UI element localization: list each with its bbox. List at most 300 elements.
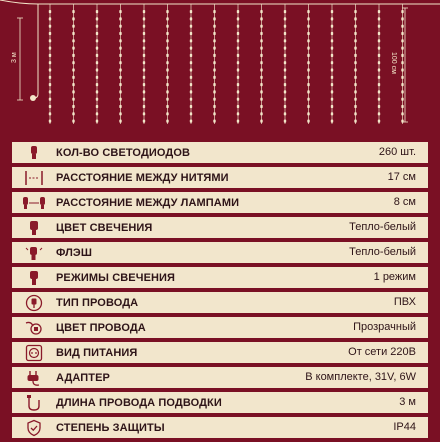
led-bulb <box>143 98 145 101</box>
led-bulb <box>378 32 380 35</box>
led-bulb <box>237 68 239 71</box>
led-bulb <box>49 68 51 71</box>
led-bulb <box>307 10 309 13</box>
led-bulb <box>213 105 215 108</box>
led-bulb <box>166 47 168 50</box>
led-bulb <box>96 90 98 93</box>
spec-value: Прозрачный <box>353 321 416 333</box>
led-bulb <box>378 76 380 79</box>
led-bulb <box>307 61 309 64</box>
led-bulb <box>378 112 380 115</box>
led-bulb <box>401 120 403 123</box>
led-bulb <box>49 10 51 13</box>
led-bulb <box>190 25 192 28</box>
led-bulb <box>190 90 192 93</box>
led-bulb <box>72 39 74 42</box>
led-bulb <box>96 17 98 20</box>
spec-value: От сети 220В <box>348 346 416 358</box>
led-bulb <box>237 76 239 79</box>
led-bulb <box>284 68 286 71</box>
led-bulb <box>190 10 192 13</box>
led-bulb <box>354 83 356 86</box>
led-bulb <box>354 10 356 13</box>
led-bulb <box>237 54 239 57</box>
led-bulb <box>72 10 74 13</box>
lead-wire-icon <box>12 392 56 413</box>
wire-color-icon <box>12 317 56 338</box>
led-bulb <box>213 39 215 42</box>
led-bulb <box>260 76 262 79</box>
led-bulb <box>49 83 51 86</box>
led-bulb <box>401 98 403 101</box>
strand-length-label: 100 см <box>390 52 397 74</box>
led-bulb <box>166 61 168 64</box>
led-bulb <box>213 90 215 93</box>
led-bulb <box>49 47 51 50</box>
led-bulb <box>49 76 51 79</box>
flash-icon <box>12 242 56 263</box>
spec-label: РАССТОЯНИЕ МЕЖДУ ЛАМПАМИ <box>56 196 240 209</box>
led-bulb <box>331 39 333 42</box>
led-bulb <box>190 105 192 108</box>
spec-row <box>12 217 428 238</box>
led-bulb <box>354 54 356 57</box>
led-bulb <box>307 25 309 28</box>
spec-value: В комплекте, 31V, 6W <box>305 371 416 383</box>
led-bulb <box>237 83 239 86</box>
led-bulb <box>307 120 309 123</box>
led-bulb <box>96 83 98 86</box>
specifications-list <box>12 142 428 442</box>
led-bulb <box>331 83 333 86</box>
led-bulb <box>190 76 192 79</box>
led-bulb <box>331 120 333 123</box>
spec-value: 3 м <box>399 396 416 408</box>
led-bulb <box>72 98 74 101</box>
led-bulb <box>190 98 192 101</box>
led-bulb <box>284 25 286 28</box>
led-bulb <box>260 68 262 71</box>
led-bulb <box>119 17 121 20</box>
shield-icon <box>12 417 56 438</box>
spec-label: СТЕПЕНЬ ЗАЩИТЫ <box>56 421 165 434</box>
led-bulb <box>96 68 98 71</box>
lead-wire <box>0 0 38 4</box>
led-bulb <box>96 76 98 79</box>
led-bulb <box>307 105 309 108</box>
socket-icon <box>12 342 56 363</box>
led-bulb <box>307 112 309 115</box>
led-bulb <box>72 83 74 86</box>
led-bulb <box>401 61 403 64</box>
led-bulb <box>190 83 192 86</box>
led-bulb <box>119 39 121 42</box>
led-bulb <box>49 112 51 115</box>
led-bulb <box>237 112 239 115</box>
led-bulb <box>378 61 380 64</box>
led-bulb <box>49 105 51 108</box>
led-bulb <box>190 120 192 123</box>
led-bulb <box>284 17 286 20</box>
led-bulb <box>213 98 215 101</box>
led-bulb <box>72 120 74 123</box>
led-bulb <box>284 83 286 86</box>
led-bulb <box>119 105 121 108</box>
led-bulb <box>119 120 121 123</box>
led-bulb <box>119 83 121 86</box>
led-bulb <box>378 83 380 86</box>
led-bulb <box>260 47 262 50</box>
led-bulb <box>331 90 333 93</box>
glow-color-icon <box>12 217 56 238</box>
led-bulb <box>213 10 215 13</box>
modes-icon <box>12 267 56 288</box>
led-bulb <box>96 25 98 28</box>
led-bulb <box>378 17 380 20</box>
led-bulb <box>378 25 380 28</box>
led-bulb <box>190 32 192 35</box>
led-bulb <box>96 32 98 35</box>
led-bulb <box>119 98 121 101</box>
spec-row <box>12 392 428 413</box>
spec-row <box>12 342 428 363</box>
led-bulb <box>213 47 215 50</box>
led-bulb <box>213 68 215 71</box>
led-bulb <box>378 39 380 42</box>
power-cable <box>34 4 38 98</box>
led-bulb <box>49 17 51 20</box>
led-bulb <box>284 47 286 50</box>
spec-label: ФЛЭШ <box>56 246 92 259</box>
plug-cable-icon <box>12 292 56 313</box>
led-bulb <box>213 32 215 35</box>
led-bulb <box>260 54 262 57</box>
led-bulb <box>96 98 98 101</box>
led-bulb <box>49 61 51 64</box>
led-bulb <box>96 105 98 108</box>
led-bulb <box>213 61 215 64</box>
led-bulb-icon <box>12 142 56 163</box>
led-bulb <box>213 17 215 20</box>
led-bulb <box>284 76 286 79</box>
led-bulb <box>119 76 121 79</box>
led-bulb <box>331 17 333 20</box>
led-bulb <box>331 25 333 28</box>
led-bulb <box>166 10 168 13</box>
led-bulb <box>260 32 262 35</box>
spec-row <box>12 142 428 163</box>
led-bulb <box>213 112 215 115</box>
led-bulb <box>49 54 51 57</box>
led-bulb <box>260 39 262 42</box>
led-bulb <box>72 32 74 35</box>
led-bulb <box>331 32 333 35</box>
led-bulb <box>190 47 192 50</box>
led-bulb <box>49 25 51 28</box>
led-bulb <box>96 120 98 123</box>
led-bulb <box>401 105 403 108</box>
led-bulb <box>260 105 262 108</box>
led-bulb <box>143 54 145 57</box>
led-bulb <box>72 47 74 50</box>
led-bulb <box>166 98 168 101</box>
led-bulb <box>143 90 145 93</box>
led-bulb <box>331 10 333 13</box>
led-bulb <box>354 120 356 123</box>
led-bulb <box>284 54 286 57</box>
spec-value: Тепло-белый <box>349 221 416 233</box>
led-bulb <box>166 112 168 115</box>
led-bulb <box>213 120 215 123</box>
spec-label: РЕЖИМЫ СВЕЧЕНИЯ <box>56 271 176 284</box>
led-bulb <box>284 105 286 108</box>
led-bulb <box>260 17 262 20</box>
led-bulb <box>237 47 239 50</box>
led-bulb <box>401 25 403 28</box>
led-bulb <box>307 83 309 86</box>
led-bulb <box>401 83 403 86</box>
led-bulb <box>49 90 51 93</box>
adapter-plug-icon <box>12 367 56 388</box>
led-bulb <box>96 47 98 50</box>
spec-label: КОЛ-ВО СВЕТОДИОДОВ <box>56 146 191 159</box>
led-bulb <box>378 54 380 57</box>
led-bulb <box>378 90 380 93</box>
led-bulb <box>119 90 121 93</box>
spec-label: ТИП ПРОВОДА <box>56 296 139 309</box>
led-bulb <box>72 90 74 93</box>
led-bulb <box>378 10 380 13</box>
spec-value: 260 шт. <box>378 146 416 158</box>
led-bulb <box>213 25 215 28</box>
led-bulb <box>72 105 74 108</box>
led-bulb <box>307 98 309 101</box>
led-bulb <box>49 39 51 42</box>
led-bulb <box>213 76 215 79</box>
led-bulb <box>354 32 356 35</box>
led-bulb <box>354 90 356 93</box>
led-bulb <box>237 105 239 108</box>
led-bulb <box>284 32 286 35</box>
spec-label: АДАПТЕР <box>56 371 110 384</box>
led-bulb <box>237 25 239 28</box>
led-bulb <box>190 54 192 57</box>
led-bulb <box>190 112 192 115</box>
led-bulb <box>260 90 262 93</box>
led-bulb <box>190 61 192 64</box>
led-bulb <box>72 61 74 64</box>
led-bulb <box>284 61 286 64</box>
led-bulb <box>331 105 333 108</box>
led-bulb <box>237 90 239 93</box>
led-bulb <box>331 76 333 79</box>
led-bulb <box>96 39 98 42</box>
led-bulb <box>213 83 215 86</box>
led-bulb <box>307 68 309 71</box>
led-bulb <box>119 112 121 115</box>
led-bulb <box>354 61 356 64</box>
led-bulb <box>378 98 380 101</box>
led-bulb <box>401 47 403 50</box>
led-bulb <box>237 17 239 20</box>
led-bulb <box>354 47 356 50</box>
led-bulb <box>237 61 239 64</box>
led-bulb <box>119 68 121 71</box>
led-bulb <box>119 47 121 50</box>
led-bulb <box>401 54 403 57</box>
led-bulb <box>354 17 356 20</box>
spec-label: РАССТОЯНИЕ МЕЖДУ НИТЯМИ <box>56 171 229 184</box>
spec-label: ЦВЕТ СВЕЧЕНИЯ <box>56 221 153 234</box>
spec-value: 17 см <box>387 171 416 183</box>
led-bulb <box>237 39 239 42</box>
led-bulb <box>119 25 121 28</box>
led-bulb <box>237 120 239 123</box>
led-bulb <box>119 61 121 64</box>
led-bulb <box>72 25 74 28</box>
led-bulb <box>143 112 145 115</box>
height-dimension-label: 3 м <box>11 52 18 63</box>
led-bulb <box>49 32 51 35</box>
led-bulb <box>166 120 168 123</box>
spec-value: 8 см <box>393 196 416 208</box>
led-bulb <box>190 17 192 20</box>
led-bulb <box>354 76 356 79</box>
led-bulb <box>354 98 356 101</box>
led-bulb <box>307 17 309 20</box>
led-bulb <box>166 90 168 93</box>
led-bulb <box>378 105 380 108</box>
led-bulb <box>237 32 239 35</box>
curtain-light-diagram <box>0 0 440 138</box>
led-bulb <box>401 90 403 93</box>
led-bulb <box>72 54 74 57</box>
led-bulb <box>331 54 333 57</box>
led-bulb <box>237 98 239 101</box>
spec-value: ПВХ <box>393 296 416 308</box>
led-bulb <box>284 10 286 13</box>
led-bulb <box>190 39 192 42</box>
led-bulb <box>260 61 262 64</box>
led-bulb <box>143 105 145 108</box>
spec-label: ВИД ПИТАНИЯ <box>56 346 138 359</box>
led-bulb <box>354 25 356 28</box>
led-bulb <box>354 112 356 115</box>
led-bulb <box>354 68 356 71</box>
spec-row <box>12 317 428 338</box>
led-bulb <box>284 120 286 123</box>
led-bulb <box>72 17 74 20</box>
spec-row <box>12 242 428 263</box>
led-bulb <box>401 112 403 115</box>
led-bulb <box>307 54 309 57</box>
led-bulb <box>119 32 121 35</box>
led-bulb <box>49 98 51 101</box>
spec-row <box>12 417 428 438</box>
led-bulb <box>166 76 168 79</box>
led-bulb <box>401 39 403 42</box>
led-bulb <box>49 120 51 123</box>
spec-label: ЦВЕТ ПРОВОДА <box>56 321 146 334</box>
led-bulb <box>143 76 145 79</box>
led-bulb <box>331 68 333 71</box>
led-bulb <box>260 83 262 86</box>
curtain-strands-drawing <box>0 0 440 138</box>
led-bulb <box>260 112 262 115</box>
led-bulb <box>284 112 286 115</box>
spec-label: ДЛИНА ПРОВОДА ПОДВОДКИ <box>56 396 222 409</box>
led-bulb <box>143 25 145 28</box>
led-bulb <box>401 10 403 13</box>
led-bulb <box>166 39 168 42</box>
spec-row <box>12 192 428 213</box>
led-bulb <box>331 61 333 64</box>
led-bulb <box>96 54 98 57</box>
led-bulb <box>72 112 74 115</box>
led-bulb <box>401 17 403 20</box>
led-bulb <box>378 47 380 50</box>
led-bulb <box>260 98 262 101</box>
led-bulb <box>307 39 309 42</box>
led-bulb <box>143 47 145 50</box>
spec-value: IP44 <box>393 421 416 433</box>
led-bulb <box>190 68 192 71</box>
led-bulb <box>72 68 74 71</box>
plug <box>30 95 36 101</box>
led-bulb <box>143 10 145 13</box>
led-bulb <box>143 83 145 86</box>
led-bulb <box>143 17 145 20</box>
bulb-spacing-icon <box>12 192 56 213</box>
led-bulb <box>378 120 380 123</box>
led-bulb <box>166 68 168 71</box>
led-bulb <box>143 61 145 64</box>
led-bulb <box>166 105 168 108</box>
led-bulb <box>143 120 145 123</box>
led-bulb <box>354 105 356 108</box>
led-bulb <box>119 10 121 13</box>
led-bulb <box>401 76 403 79</box>
led-bulb <box>331 112 333 115</box>
led-bulb <box>378 68 380 71</box>
led-bulb <box>354 39 356 42</box>
spec-value: Тепло-белый <box>349 246 416 258</box>
led-bulb <box>166 25 168 28</box>
led-bulb <box>284 98 286 101</box>
led-bulb <box>96 61 98 64</box>
led-bulb <box>213 54 215 57</box>
led-bulb <box>72 76 74 79</box>
spec-row <box>12 167 428 188</box>
led-bulb <box>284 39 286 42</box>
led-bulb <box>284 90 286 93</box>
spec-row <box>12 267 428 288</box>
led-bulb <box>166 32 168 35</box>
spec-row <box>12 292 428 313</box>
led-bulb <box>143 39 145 42</box>
led-bulb <box>260 25 262 28</box>
led-bulb <box>260 10 262 13</box>
led-bulb <box>401 68 403 71</box>
led-bulb <box>237 10 239 13</box>
led-bulb <box>401 32 403 35</box>
led-bulb <box>307 47 309 50</box>
strand-spacing-icon <box>12 167 56 188</box>
spec-row <box>12 367 428 388</box>
spec-value: 1 режим <box>373 271 416 283</box>
led-bulb <box>119 54 121 57</box>
led-bulb <box>331 98 333 101</box>
